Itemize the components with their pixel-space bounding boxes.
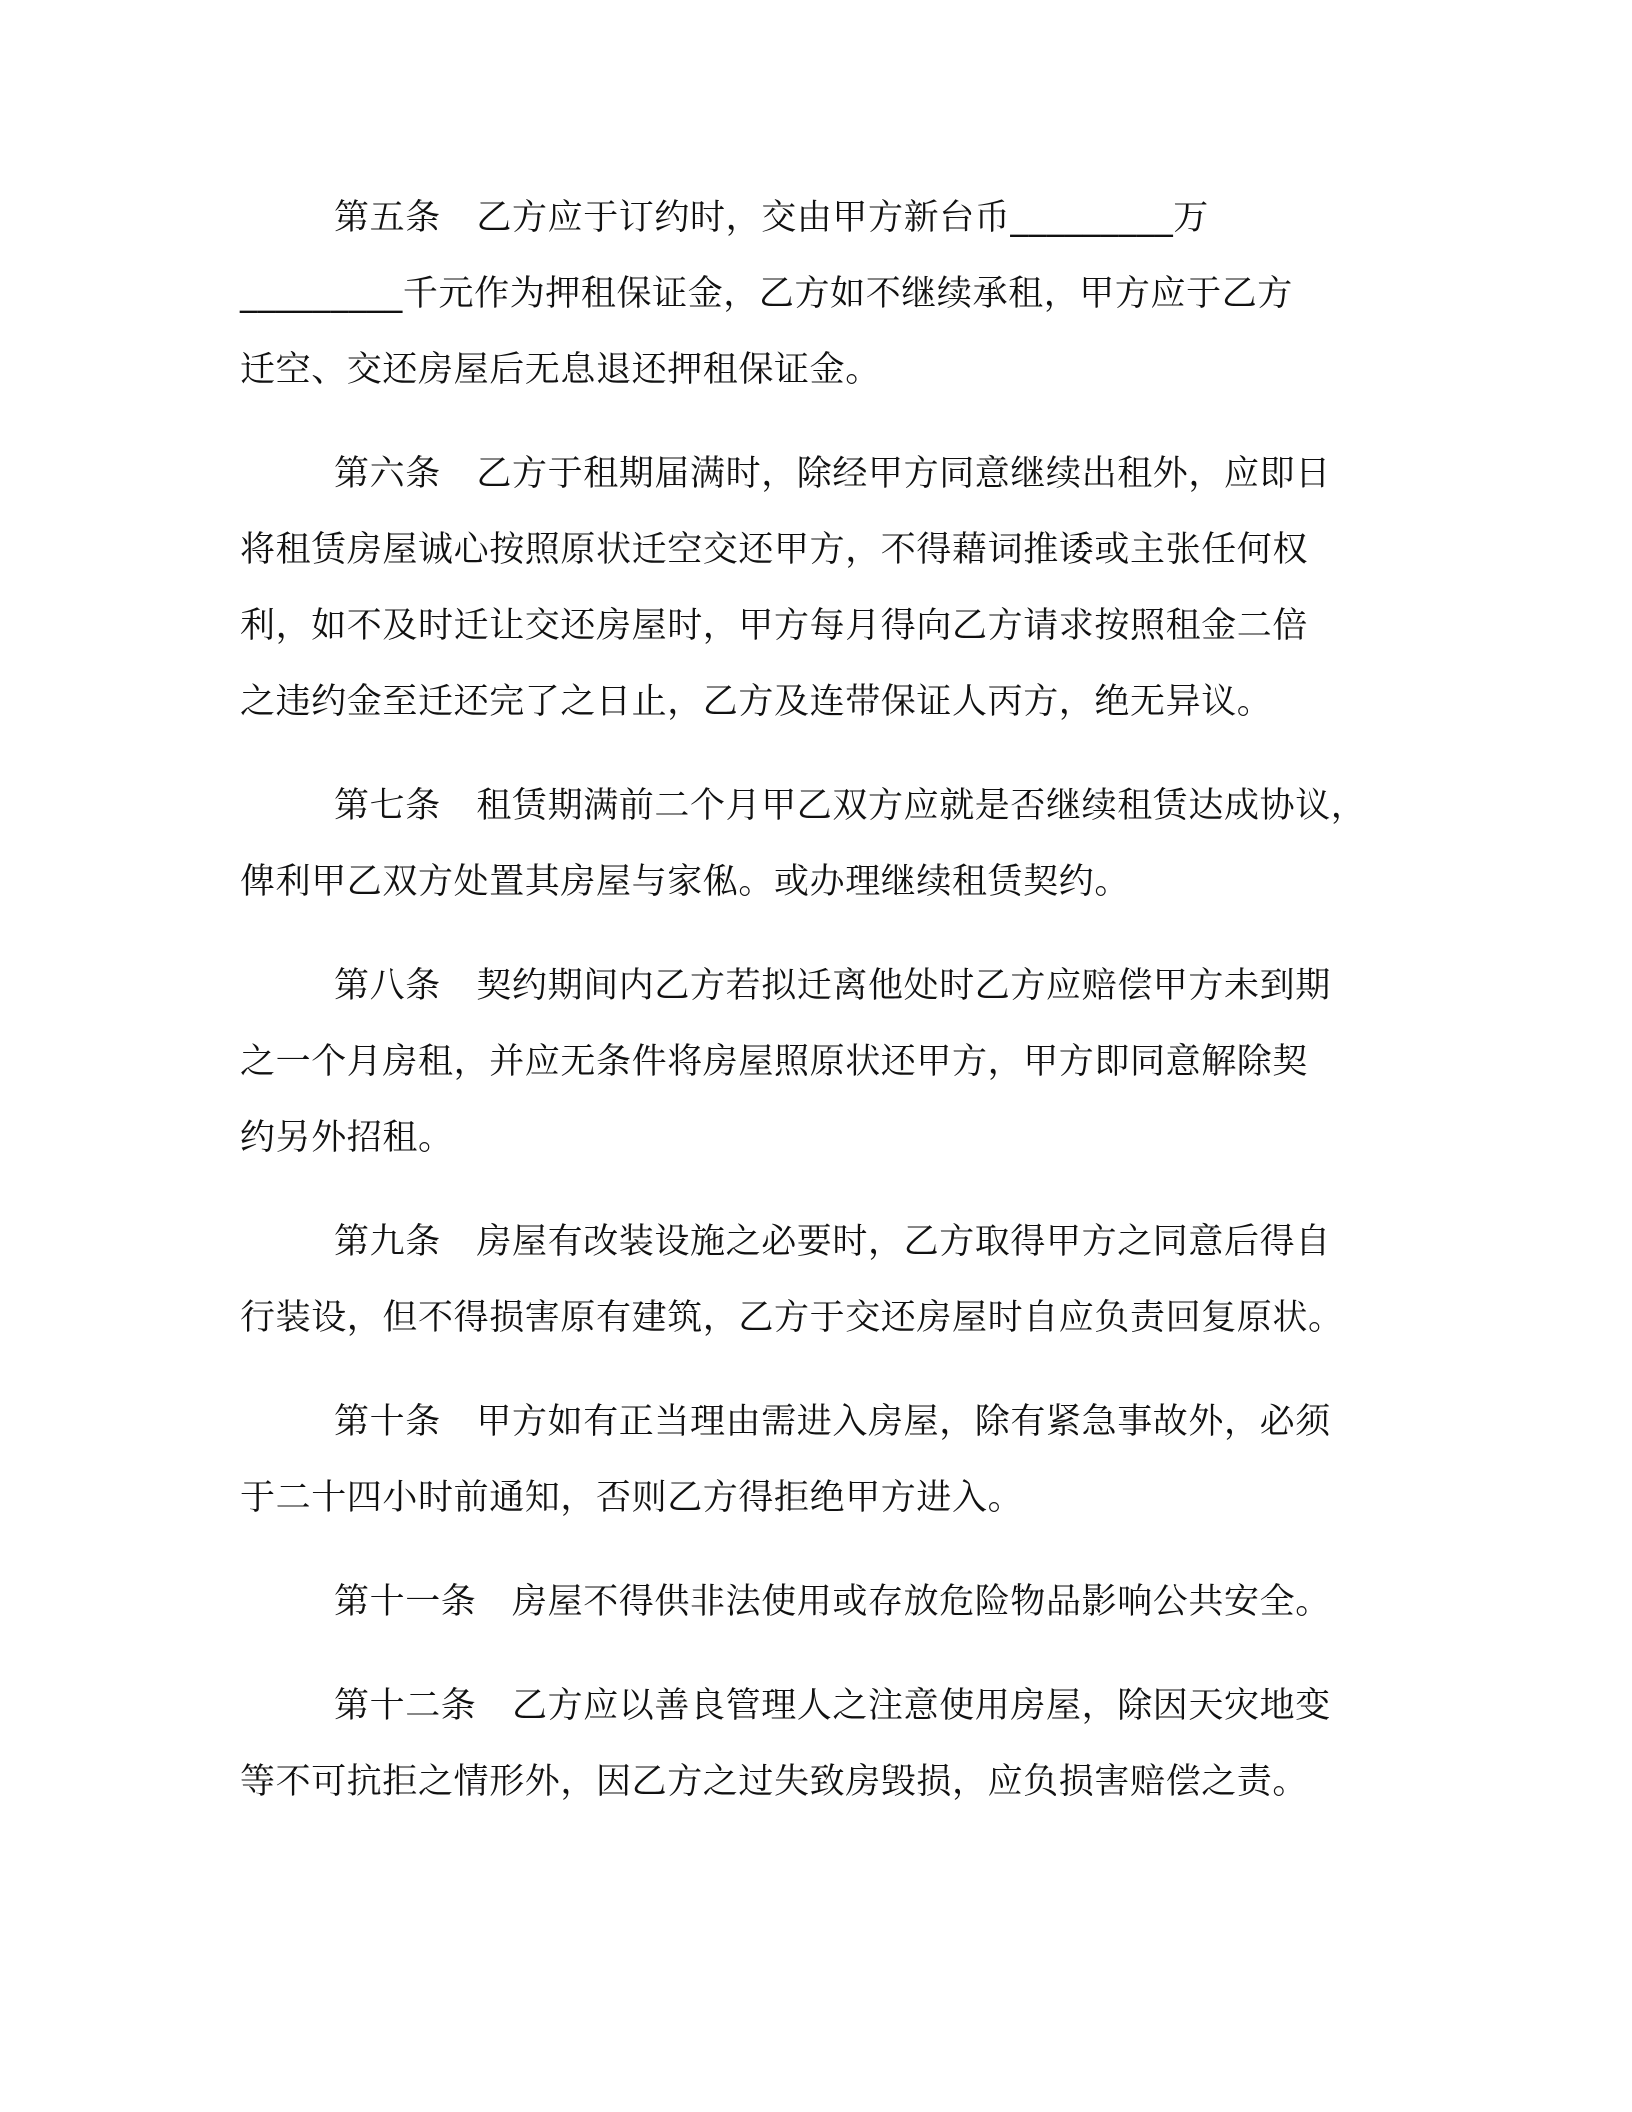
article-5-line-3: 迁空、交还房屋后无息退还押租保证金。 [240,350,881,390]
article-6-line-2: 将租赁房屋诚心按照原状迁空交还甲方，不得藉词推诿或主张任何权 [240,530,1309,570]
article-5-line-1: 第五条 乙方应于订约时，交由甲方新台币_________万 [334,198,1209,238]
article-8-line-1: 第八条 契约期间内乙方若拟迁离他处时乙方应赔偿甲方未到期 [334,966,1331,1006]
article-6-line-1: 第六条 乙方于租期届满时，除经甲方同意继续出租外，应即日 [334,454,1331,494]
article-10-line-2: 于二十四小时前通知，否则乙方得拒绝甲方进入。 [240,1478,1024,1518]
article-11-line-1: 第十一条 房屋不得供非法使用或存放危险物品影响公共安全。 [334,1582,1331,1622]
article-6-line-4: 之违约金至迁还完了之日止，乙方及连带保证人丙方，绝无异议。 [240,682,1273,722]
article-7-line-2: 俾利甲乙双方处置其房屋与家俬。或办理继续租赁契约。 [240,862,1131,902]
article-9-line-2: 行装设，但不得损害原有建筑，乙方于交还房屋时自应负责回复原状。 [240,1298,1344,1338]
article-8-line-3: 约另外招租。 [240,1118,454,1158]
article-7-line-1: 第七条 租赁期满前二个月甲乙双方应就是否继续租赁达成协议， [334,786,1367,826]
article-12-line-1: 第十二条 乙方应以善良管理人之注意使用房屋，除因天灾地变 [334,1686,1331,1726]
article-12-line-2: 等不可抗拒之情形外，因乙方之过失致房毁损，应负损害赔偿之责。 [240,1762,1309,1802]
article-6-line-3: 利，如不及时迁让交还房屋时，甲方每月得向乙方请求按照租金二倍 [240,606,1309,646]
article-5-line-2: _________千元作为押租保证金，乙方如不继续承租，甲方应于乙方 [240,274,1293,314]
article-10-line-1: 第十条 甲方如有正当理由需进入房屋，除有紧急事故外，必须 [334,1402,1331,1442]
article-8-line-2: 之一个月房租，并应无条件将房屋照原状还甲方，甲方即同意解除契 [240,1042,1309,1082]
article-9-line-1: 第九条 房屋有改装设施之必要时，乙方取得甲方之同意后得自 [334,1222,1331,1262]
